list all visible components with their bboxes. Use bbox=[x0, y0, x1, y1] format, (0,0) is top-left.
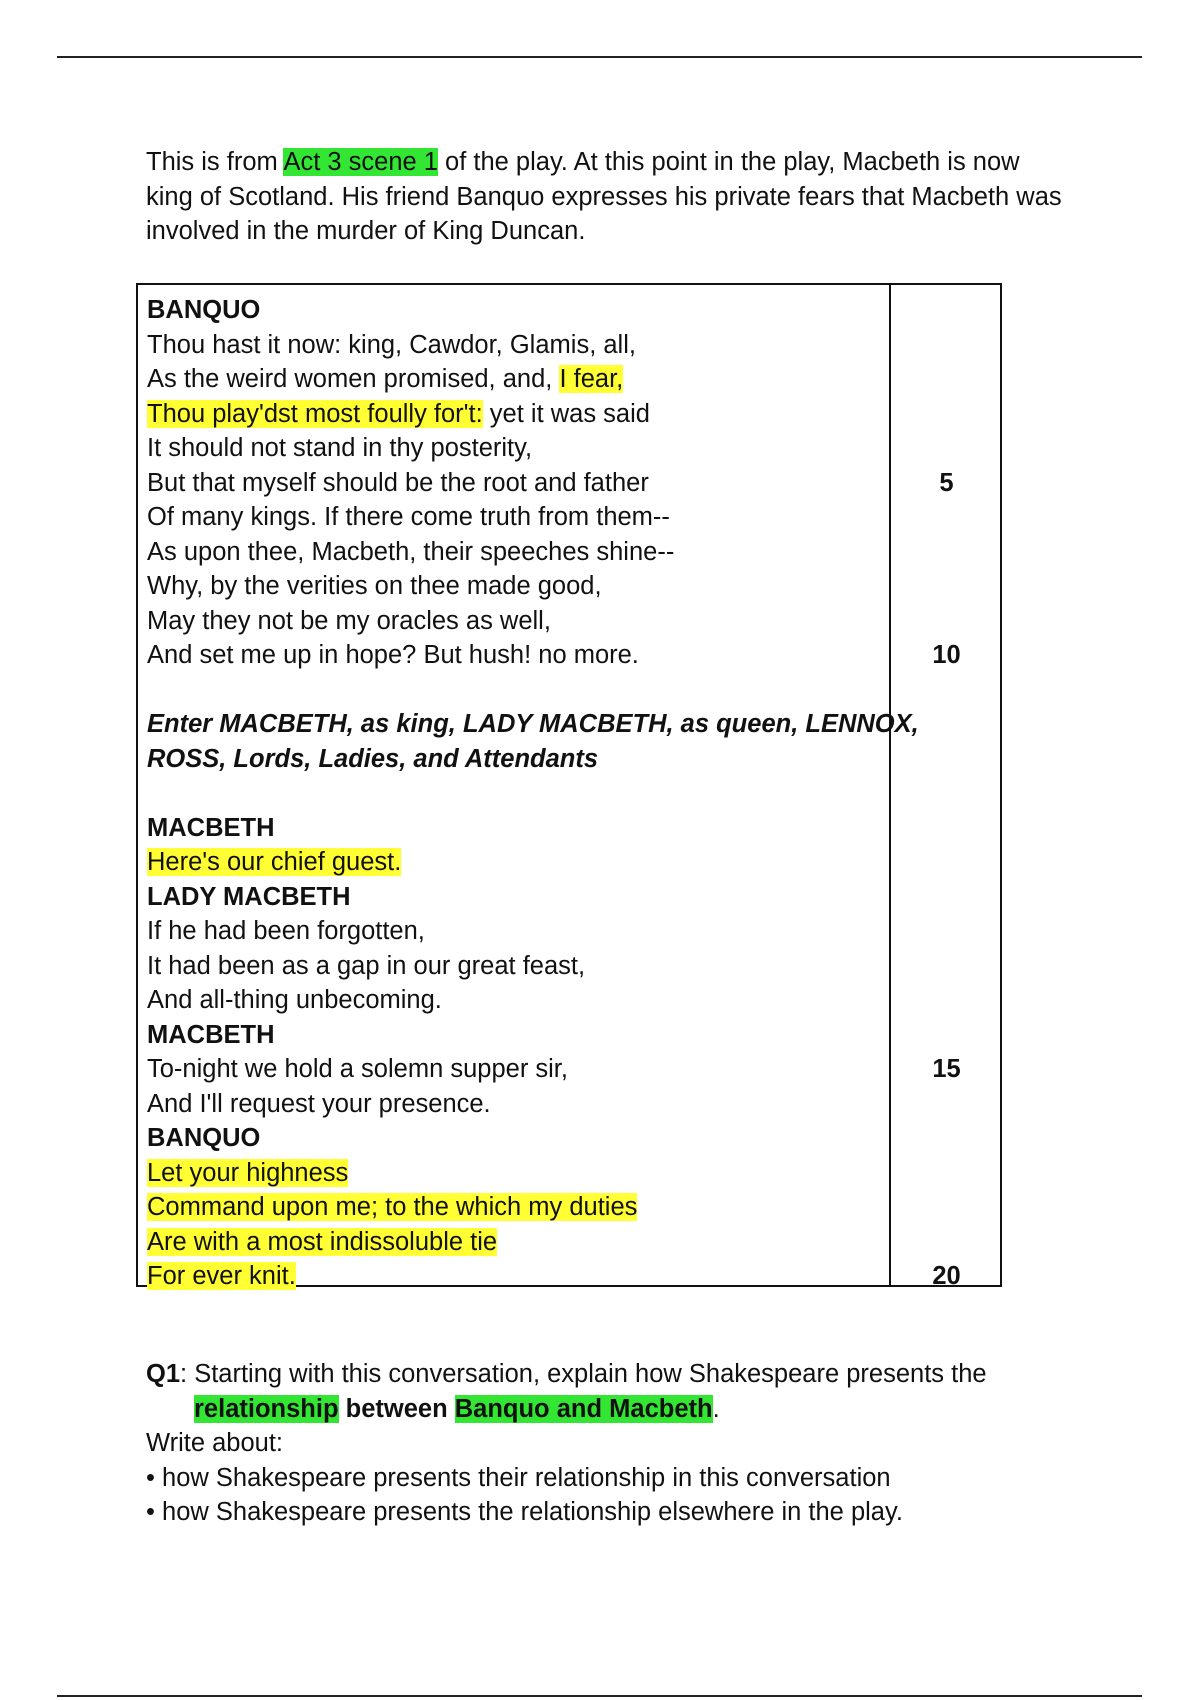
line-text: MACBETH bbox=[147, 813, 275, 842]
line-number: 5 bbox=[939, 468, 954, 497]
line-text: Of many kings. If there come truth from them-- bbox=[147, 503, 670, 531]
header-rule bbox=[57, 56, 1142, 58]
verse-line bbox=[147, 535, 674, 570]
verse-line bbox=[147, 914, 425, 949]
speaker-name bbox=[147, 880, 351, 915]
bullet-item: • how Shakespeare presents their relationship in this conversation bbox=[146, 1461, 1106, 1496]
verse-line bbox=[147, 569, 602, 604]
highlighted-quote: Are with a most indissoluble tie bbox=[147, 1227, 498, 1256]
line-text: Why, by the verities on thee made good, bbox=[147, 572, 602, 600]
line-text: yet it was said bbox=[482, 399, 650, 428]
write-about-label: Write about: bbox=[146, 1429, 284, 1457]
play-extract-box bbox=[136, 283, 1002, 1290]
verse-line bbox=[147, 466, 649, 501]
question-label: Q1 bbox=[146, 1360, 181, 1388]
speaker-name bbox=[147, 1018, 275, 1053]
verse-line bbox=[147, 949, 585, 984]
line-text: As the weird women promised, and, bbox=[147, 365, 560, 393]
footer-rule bbox=[57, 1695, 1142, 1697]
verse-line bbox=[147, 604, 551, 639]
verse-line bbox=[147, 431, 532, 466]
line-number-column-divider bbox=[889, 285, 891, 1285]
highlighted-quote: Thou play'dst most foully for't: bbox=[147, 399, 483, 428]
verse-line bbox=[147, 638, 639, 673]
line-text: BANQUO bbox=[147, 1124, 261, 1152]
highlighted-quote: Let your highness bbox=[147, 1158, 349, 1187]
speaker-name bbox=[147, 1121, 260, 1156]
question-prompt bbox=[146, 1357, 1106, 1392]
line-text: BANQUO bbox=[147, 296, 261, 324]
line-text: To-night we hold a solemn supper sir, bbox=[147, 1055, 568, 1083]
line-number: 15 bbox=[932, 1055, 961, 1083]
line-text: And I'll request your presence. bbox=[147, 1089, 491, 1118]
exam-question bbox=[146, 1357, 1106, 1530]
bullet-list bbox=[146, 1461, 1106, 1530]
highlighted-quote: Command upon me; to the which my duties bbox=[147, 1193, 638, 1221]
highlighted-quote: Here's our chief guest. bbox=[147, 848, 402, 876]
verse-line bbox=[147, 1156, 348, 1191]
intro-text-start: This is from bbox=[146, 148, 284, 176]
verse-line bbox=[147, 328, 636, 363]
line-text: And all-thing unbecoming. bbox=[147, 986, 442, 1014]
intro-paragraph bbox=[146, 145, 1066, 249]
verse-line bbox=[147, 1087, 491, 1122]
line-text: If he had been forgotten, bbox=[147, 917, 425, 945]
focus-end-text: . bbox=[712, 1394, 720, 1423]
line-text: It had been as a gap in our great feast, bbox=[147, 951, 586, 980]
scene-reference-highlight: Act 3 scene 1 bbox=[283, 148, 438, 176]
verse-line bbox=[147, 1259, 296, 1294]
question-prompt-text: : Starting with this conversation, explain how Shakespeare presents the bbox=[180, 1360, 987, 1388]
verse-line bbox=[147, 1225, 497, 1260]
verse-line bbox=[147, 500, 670, 535]
line-text: LADY MACBETH bbox=[147, 882, 351, 911]
intro-text-end: of the play. At this point in the play, Macbeth is now king of Scotland. His friend Banquo expresses his private fears that Macbeth was involved in the murder of King Duncan. bbox=[146, 148, 1062, 245]
focus-characters-highlight: Banquo and Macbeth bbox=[454, 1394, 713, 1423]
verse-line bbox=[147, 1052, 568, 1087]
line-text: It should not stand in thy posterity, bbox=[147, 434, 533, 462]
verse-line bbox=[147, 983, 442, 1018]
line-text: May they not be my oracles as well, bbox=[147, 606, 551, 635]
speaker-name bbox=[147, 811, 275, 846]
verse-line bbox=[147, 362, 623, 397]
highlighted-quote: For ever knit. bbox=[147, 1262, 296, 1290]
bullet-item: • how Shakespeare presents the relationship elsewhere in the play. bbox=[146, 1495, 1106, 1530]
line-text: As upon thee, Macbeth, their speeches shine-- bbox=[147, 537, 675, 566]
line-text: ROSS, Lords, Ladies, and Attendants bbox=[147, 744, 599, 773]
focus-relationship-highlight: relationship bbox=[194, 1394, 339, 1423]
focus-join-text: between bbox=[338, 1394, 455, 1423]
line-text: MACBETH bbox=[147, 1020, 275, 1049]
line-text: But that myself should be the root and father bbox=[147, 468, 649, 497]
question-focus bbox=[146, 1392, 1106, 1427]
verse-line bbox=[147, 845, 401, 880]
line-text: And set me up in hope? But hush! no more. bbox=[147, 641, 639, 669]
line-number: 20 bbox=[932, 1262, 961, 1290]
line-text: Thou hast it now: king, Cawdor, Glamis, all, bbox=[147, 330, 636, 359]
verse-line bbox=[147, 1190, 637, 1225]
stage-direction bbox=[147, 742, 598, 777]
verse-line bbox=[147, 397, 650, 432]
speaker-name bbox=[147, 293, 260, 328]
line-text: Enter MACBETH, as king, LADY MACBETH, as queen, LENNOX, bbox=[147, 710, 919, 738]
line-number: 10 bbox=[932, 641, 961, 669]
highlighted-quote: I fear, bbox=[559, 365, 624, 393]
stage-direction bbox=[147, 707, 919, 742]
